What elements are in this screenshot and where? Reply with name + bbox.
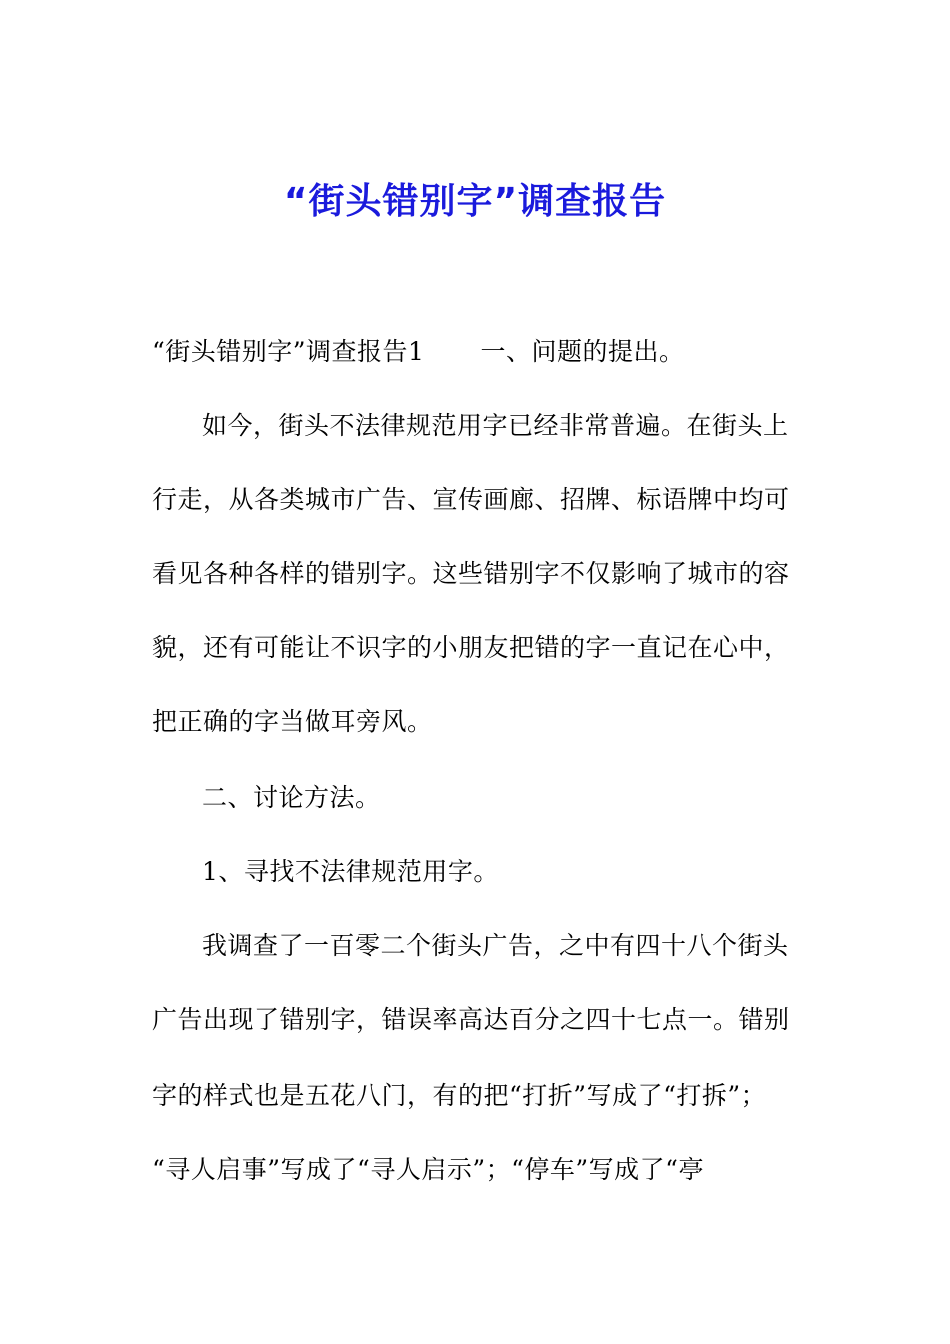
section-heading-problem: 一、问题的提出。 [480,337,685,366]
subsection-heading: 1、寻找不法律规范用字。 [202,857,499,886]
section-heading-method: 二、讨论方法。 [202,783,381,812]
paragraph-line-9: “寻人启事”写成了“寻人启示”；“停车”写成了“亭 [152,1155,704,1184]
paragraph-line-5: 把正确的字当做耳旁风。 [152,707,433,736]
paragraph-line-6: 我调查了一百零二个街头广告，之中有四十八个街头 [202,931,789,960]
paragraph-line-4: 貌，还有可能让不识字的小朋友把错的字一直记在心中， [152,633,790,662]
document-title: “街头错别字”调查报告 [283,181,667,222]
paragraph-line-1: 如今，街头不法律规范用字已经非常普遍。在街头上 [202,411,789,440]
paragraph-line-2: 行走，从各类城市广告、宣传画廊、招牌、标语牌中均可 [152,485,790,514]
paragraph-line-3: 看见各种各样的错别字。这些错别字不仅影响了城市的容 [152,559,790,588]
paragraph-line-8: 字的样式也是五花八门，有的把“打折”写成了“打拆”； [152,1081,767,1110]
heading-line [152,332,684,372]
paragraph-line-7: 广告出现了错别字，错误率高达百分之四十七点一。错别 [152,1005,790,1034]
report-heading: “街头错别字”调查报告1 [152,337,425,366]
